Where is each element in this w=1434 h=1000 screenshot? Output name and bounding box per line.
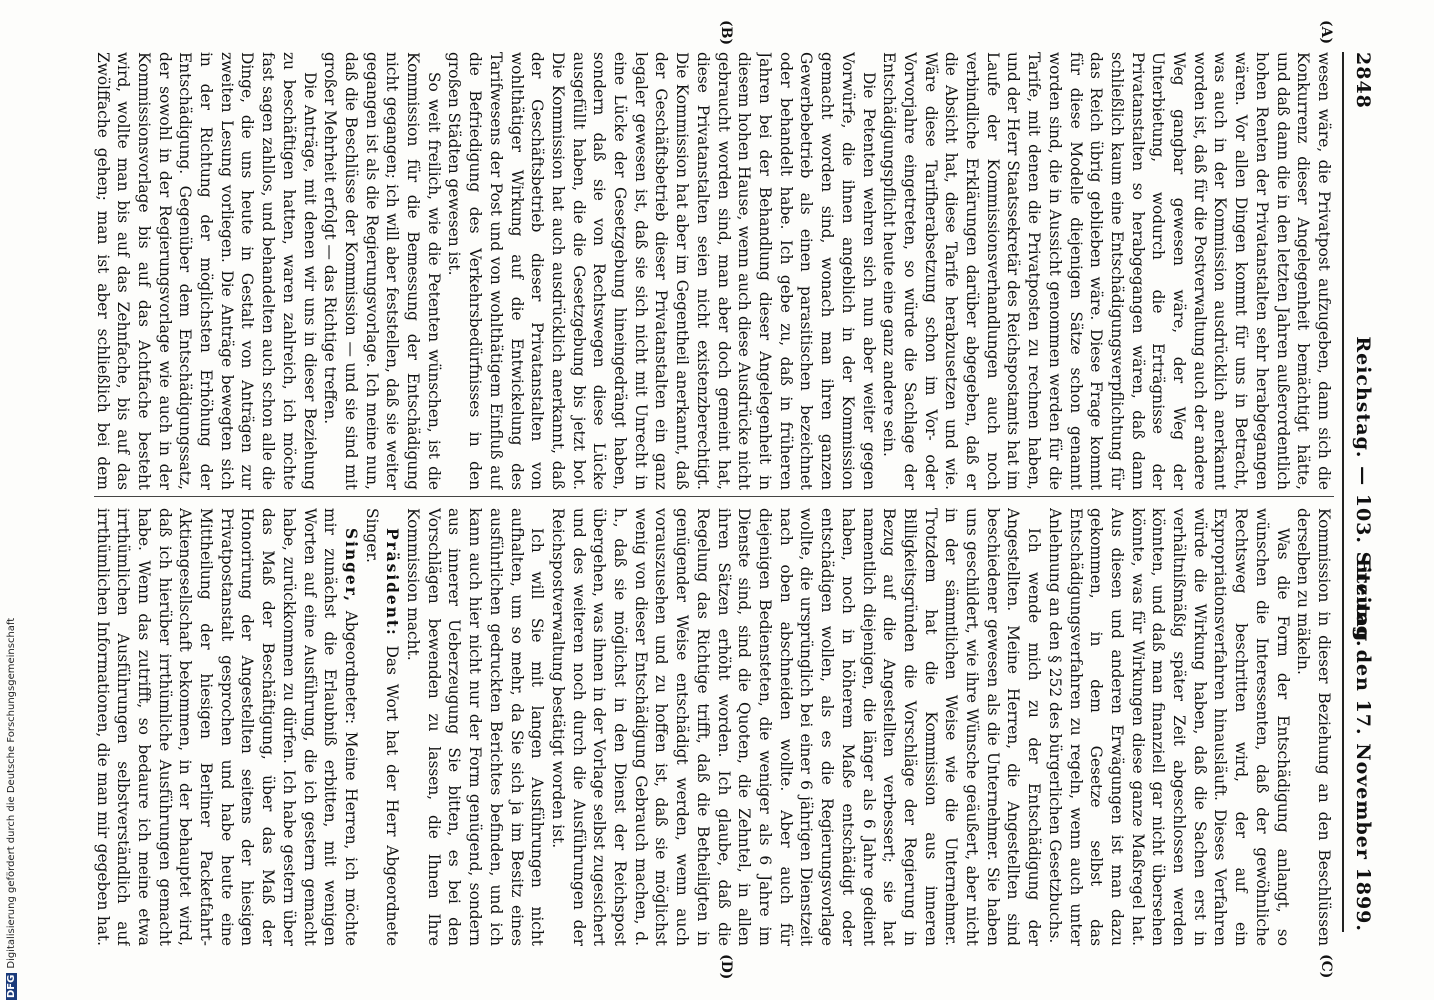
speaker-name: Präsident:: [383, 528, 402, 637]
footer-text: Digitalisierung gefördert durch die Deutsche Forschungsgemeinschaft: [6, 617, 17, 969]
page-number: 2848: [1352, 52, 1374, 109]
margin-mark-b: (B): [718, 20, 734, 46]
left-column: [94, 52, 1334, 490]
paragraph: wesen wäre, die Privatpost aufzugeben, dann sich die Konkurrenz dieser Angelegenheit bemächtigt hätte, und daß dann die in den letzten Jahren außerordentlich hohen Renten der Privatanstalten sehr herabgegangen wären. Vor allen Dingen kommt für uns in Betracht, was auch in der Kommission ausdrücklich anerkannt worden ist, daß für die Postverwaltung auch der andere Weg gangbar gewesen wäre, der Weg der Unterbietung, wodurch die Erträgnisse der Privatanstalten so herabgegangen wären, daß dann schließlich kaum eine Entschädigungsverpflichtung für das Reich übrig geblieben wäre. Diese Frage kommt für diese Modelle diejenigen Sätze schon genannt worden sind, die in Aussicht genommen werden für die Tarife, mit denen die Privatposten zu rechnen haben, und der Herr Staatssekretär des Reichspostamts hat im Laufe der Kommissionsverhandlungen auch noch verbindliche Erklärungen darüber abgegeben, daß er die Absicht hat, diese Tarife herabzusetzen und wie. Wäre diese Tarifherabsetzung schon im Vor- oder Vorvorjahre eingetreten, so würde die Sachlage der Entschädigungspflicht heute eine ganz andere sein.: [880, 52, 1333, 490]
running-title: Reichstag. — 103. Sitzung.: [1352, 336, 1374, 648]
dfg-logo: DFG: [6, 974, 17, 998]
digitization-footer: [6, 0, 22, 1000]
speech-text: Das Wort hat der Herr Abgeordnete Singer.: [362, 508, 402, 946]
speech-text: Abgeordneter: Meine Herren, ich möchte mir zunächst die Erlaubniß erbitten, mit wenigen Worten auf eine Ausführung, die ich gestern gemacht habe, zurückkommen zu dürfen. Ich habe gestern über das Maß der Beschäftigung, über das Maß der Honorirung der Angestellten seitens der hiesigen Privatpostanstalt gesprochen und habe heute eine Mittheilung der hiesigen Berliner Packetfahrt-Aktiengesellschaft bekommen, in der behauptet wird, daß ich hierüber irrthümliche Ausführungen gemacht habe. Wenn das zutrifft, so bedaure ich meine etwa irrthümlichen Ausführungen selbstverständlich auf irrthümlichen Informationen, die man mir gegeben hat.: [94, 508, 360, 946]
speaker-name: Singer,: [341, 528, 360, 604]
session-date: Freitag den 17. November 1899.: [1352, 558, 1374, 932]
paragraph: Kommission in dieser Beziehung an den Beschlüssen derselben zu mäkeln.: [1294, 508, 1333, 946]
paragraph: [361, 508, 402, 946]
paragraph: Die Anträge, mit denen wir uns in dieser Beziehung zu beschäftigen hatten, waren zahlreich, ich möchte fast sagen zahllos, und behandelten auch schon alle die Dinge, die uns heute in Gestalt von Anträgen zur zweiten Lesung vorliegen. Die Anträge bewegten sich in der Richtung der möglichsten Erhöhung der Entschädigung. Gegenüber dem Entschädigungssatz, der sowohl in der Regierungsvorlage wie auch in der Kommissionsvorlage bis auf das Achtfache besteht wird, wollte man bis auf das Zehnfache, bis auf das Zwölffache gehen; man ist aber schließlich bei dem: [94, 52, 319, 490]
margin-mark-c: (C): [1318, 954, 1334, 979]
column-divider: [94, 496, 1334, 497]
margin-mark-a: (A): [1318, 20, 1334, 45]
paragraph: Was die Form der Entschädigung anlangt, so wünschen die Interessenten, daß der gewöhnliche Rechtsweg beschritten wird, der auf ein Expropriationsverfahren hinausläuft. Dieses Verfahren würde die Wirkung haben, daß die Sachen erst in verhältnißmäßig später Zeit abgeschlossen werden könnten, und daß man finanziell gar nicht übersehen könnte, was für Wirkungen diese ganze Maßregel hat. Aus diesen und anderen Erwägungen ist man dazu gekommen, in dem Gesetze selbst das Entschädigungsverfahren zu regeln, wenn auch unter Anlehnung an den § 252 des bürgerlichen Gesetzbuchs.: [1045, 508, 1292, 946]
right-column: [94, 508, 1334, 946]
paragraph: Ich will Sie mit langen Ausführungen nicht aufhalten, um so mehr, da Sie sich ja im Besitz eines ausführlichen gedruckten Berichtes befinden, und ich kann auch hier nicht nur der Form genügend, sondern aus innerer Ueberzeugung Sie bitten, es bei den Vorschlägen bewenden zu lassen, die Ihnen Ihre Kommission macht.: [404, 508, 547, 946]
running-head: [1342, 52, 1374, 932]
margin-mark-d: (D): [718, 954, 734, 980]
paragraph: [94, 508, 361, 946]
paragraph: Ich wende mich zu der Entschädigung der Angestellten. Meine Herren, die Angestellten sind beschiedener gewesen als die Unternehmer. Sie haben uns geschildert, wie ihre Wünsche geäußert, aber nicht in der sämmtlichen Weise wie die Unternehmer. Trotzdem hat die Kommission aus inneren Billigkeitsgründen die Vorschläge der Regierung in Bezug auf die Angestellten verbessert; sie hat namentlich diejenigen, die länger als 6 Jahre gedient haben, noch in höherem Maße entschädigt oder entschädigen wollen, als es die Regierungsvorlage wollte, die ursprünglich bei einer 6 jährigen Dienstzeit nach oben abschneiden wollte. Aber auch für diejenigen Bediensteten, die weniger als 6 Jahre im Dienste sind, sind die Quoten, die Zehntel, in allen ihren Sätzen erhöht worden. Ich glaube, daß die Regelung das Richtige trifft, daß die Betheiligten in genügender Weise entschädigt werden, wenn auch vorauszusehen und zu hoffen ist, daß sie möglichst wenig von dieser Entschädigung Gebrauch machen, d. h., daß sie möglichst in den Dienst der Reichspost übergehen, was ihnen in der Vorlage selbst zugesichert und des weiteren noch durch die Ausführungen der Reichspostverwaltung bestätigt worden ist.: [548, 508, 1044, 946]
paragraph: Die Petenten wehren sich nun aber weiter gegen Vorwürfe, die ihnen angeblich in der Kommission gemacht worden sind, wonach man ihren ganzen Gewerbebetrieb als einen parasitischen bezeichnet oder behandelt habe. Ich gebe zu, daß in früheren Jahren bei der Behandlung dieser Angelegenheit in diesem hohen Hause, wenn auch diese Ausdrücke nicht gebraucht worden sind, man aber doch gemeint hat, diese Privatanstalten seien nicht existenzberechtigt. Die Kommission hat aber im Gegentheil anerkannt, daß der Geschäftsbetrieb dieser Privatanstalten ein ganz legaler gewesen ist, daß sie sich nicht mit Unrecht in eine Lücke der Gesetzgebung hineingedrängt haben, sondern daß sie von Rechtswegen diese Lücke ausgefüllt haben, die die Gesetzgebung bis jetzt bot. Die Kommission hat auch ausdrücklich anerkannt, daß der Geschäftsbetrieb dieser Privatanstalten von wohlthätiger Wirkung auf die Entwickelung des Tarifwesens der Post und von wohlthätigem Einfluß auf die Befriedigung des Verkehrsbedürfnisses in den großen Städten gewesen ist.: [445, 52, 878, 490]
paragraph: So weit freilich, wie die Petenten wünschen, ist die Kommission für die Bemessung der Entschädigung nicht gegangen; ich will aber feststellen, daß sie weiter gegangen ist als die Regierungsvorlage. Ich meine nun, daß die Beschlüsse der Kommission — und sie sind mit großer Mehrheit erfolgt — das Richtige treffen.: [321, 52, 443, 490]
